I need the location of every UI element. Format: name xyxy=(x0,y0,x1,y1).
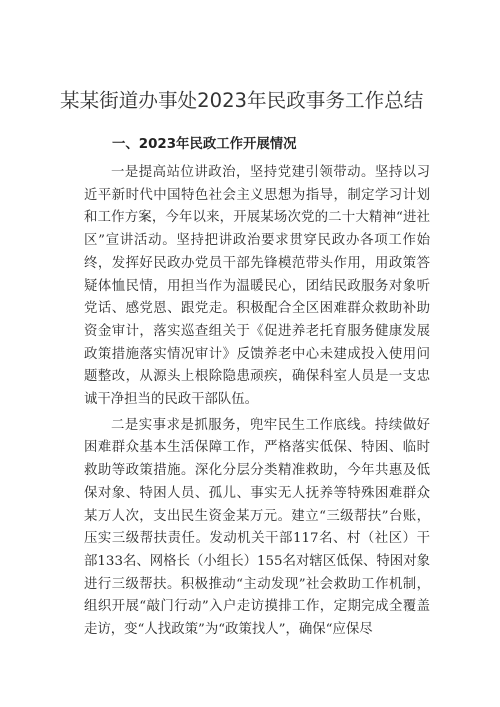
document-title: 某某街道办事处2023年民政事务工作总结 xyxy=(60,89,424,112)
section-heading: 一、2023年民政工作开展情况 xyxy=(112,137,297,152)
document-body xyxy=(84,162,430,642)
paragraph-livelihood-services: 二是实事求是抓服务，兜牢民生工作底线。持续做好困难群众基本生活保障工作，严格落实低保、特困、临时救助等政策措施。深化分层分类精准救助，今年共惠及低保对象、特困人员、孤儿、事实无人抚养等特殊困难群众某万人次，支出民生资金某万元。建立“三级帮扶”台账，压实三级帮扶责任。发动机关干部117名、村（社区）干部133名、网格长（小组长）155名对辖区低保、特困对象进行三级帮扶。积极推动“主动发现”社会救助工作机制，组织开展“敲门行动”入户走访摸排工作，定期完成全覆盖走访，变“人找政策”为“政策找人”，确保“应保尽 xyxy=(84,417,430,638)
paragraph-party-building: 一是提高站位讲政治，坚持党建引领带动。坚持以习近平新时代中国特色社会主义思想为指导，制定学习计划和工作方案，今年以来，开展某场次党的二十大精神“进社区”宣讲活动。坚持把讲政治要求贯穿民政办各项工作始终，发挥好民政办党员干部先锋模范带头作用，用政策答疑体恤民情，用担当作为温暖民心，团结民政服务对象听党话、感党恩、跟党走。积极配合全区困难群众救助补助资金审计，落实巡查组关于《促进养老托育服务健康发展政策措施落实情况审计》反馈养老中心未建成投入使用问题整改，从源头上根除隐患顽疾，确保科室人员是一支忠诚干净担当的民政干部队伍。 xyxy=(84,165,430,408)
